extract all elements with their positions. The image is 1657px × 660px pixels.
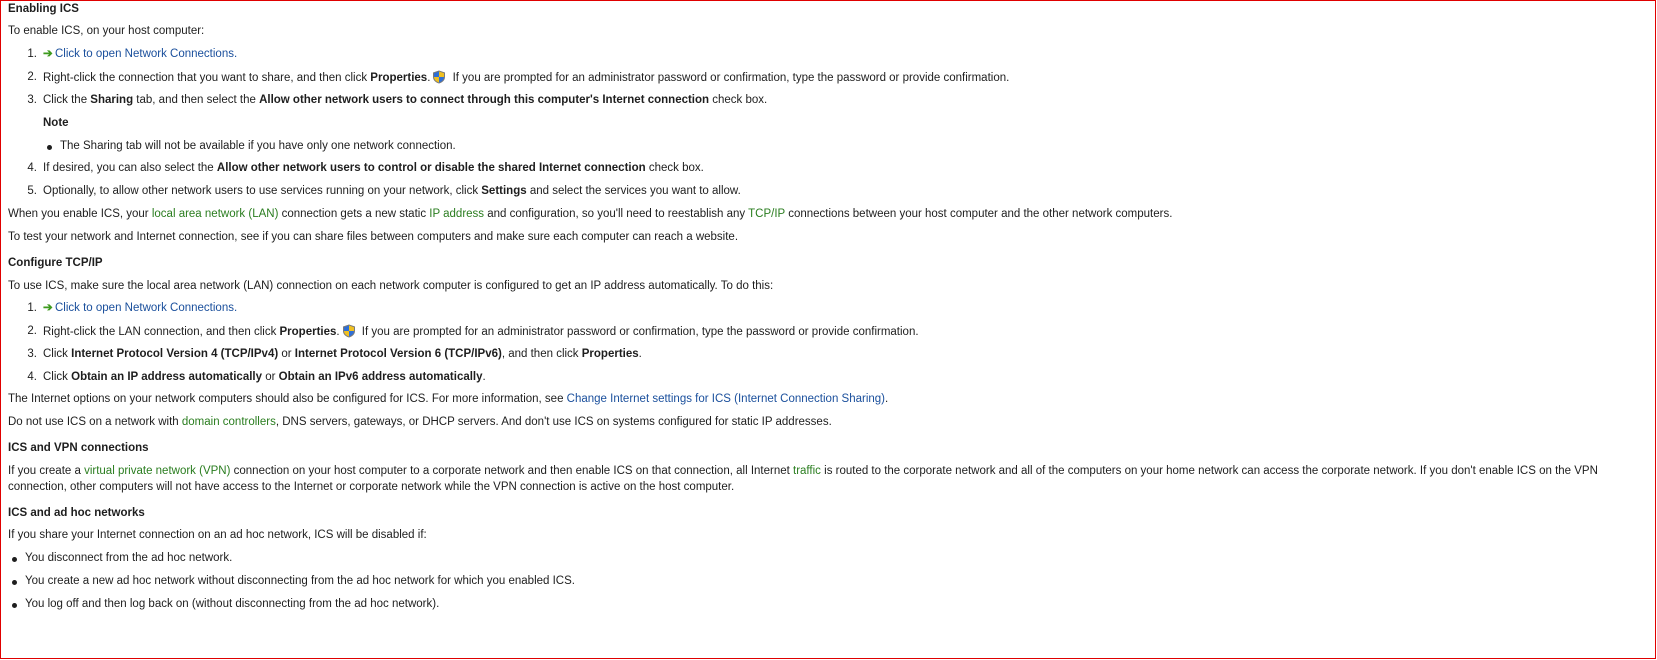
- ip-address-glossary-link[interactable]: IP address: [429, 208, 485, 220]
- allow-connect-label: Allow other network users to connect through this computer's Internet connection: [259, 94, 710, 106]
- step-text: tab, and then select the: [133, 94, 260, 106]
- change-internet-settings-link[interactable]: Change Internet settings for ICS (Internet Connection Sharing): [566, 393, 886, 405]
- test-paragraph: To test your network and Internet connection, see if you can share files between computers and make sure each computer can reach a website.: [8, 231, 739, 243]
- section-heading-ics-adhoc: ICS and ad hoc networks: [8, 507, 145, 519]
- obtain-ipv6-label: Obtain an IPv6 address automatically: [278, 371, 483, 383]
- section-heading-ics-vpn: ICS and VPN connections: [8, 442, 149, 454]
- donot-paragraph: [8, 415, 832, 429]
- allow-control-label: Allow other network users to control or disable the shared Internet connection: [216, 162, 646, 174]
- step-number: 2.: [27, 71, 37, 83]
- bullet-icon: [47, 145, 52, 150]
- options-paragraph: [8, 392, 888, 406]
- lan-paragraph: [8, 207, 1172, 221]
- step-text: Click the: [43, 94, 91, 106]
- domain-controllers-glossary-link[interactable]: domain controllers: [181, 416, 276, 428]
- step-text: Click: [43, 348, 72, 360]
- bullet-icon: [12, 603, 17, 608]
- step-text: or: [262, 371, 279, 383]
- step-text: .: [638, 348, 642, 360]
- vpn-paragraph: [8, 463, 1647, 495]
- enabling-intro: To enable ICS, on your host computer:: [8, 25, 205, 37]
- properties-label: Properties: [581, 348, 639, 360]
- open-network-connections-link[interactable]: Click to open Network Connections.: [55, 302, 238, 314]
- paragraph-text: , DNS servers, gateways, or DHCP servers. And don't use ICS on systems configured for static IP addresses.: [275, 416, 832, 428]
- step-text: .: [336, 326, 340, 338]
- step-text: .: [482, 371, 486, 383]
- step-text: check box.: [645, 162, 704, 174]
- sharing-label: Sharing: [90, 94, 134, 106]
- arrow-right-icon: ➔: [43, 302, 53, 314]
- adhoc-intro: If you share your Internet connection on an ad hoc network, ICS will be disabled if:: [8, 529, 427, 541]
- step-text: Click: [43, 371, 72, 383]
- properties-label: Properties: [279, 326, 337, 338]
- lan-glossary-link[interactable]: local area network (LAN): [151, 208, 279, 220]
- step-text: , and then click: [501, 348, 582, 360]
- ipv4-label: Internet Protocol Version 4 (TCP/IPv4): [71, 348, 279, 360]
- section-heading-configure-tcpip: Configure TCP/IP: [8, 257, 103, 269]
- paragraph-text: The Internet options on your network computers should also be configured for ICS. For more information, see: [8, 393, 567, 405]
- step-number: 4.: [27, 371, 37, 383]
- step-text: Optionally, to allow other network users to use services running on your network, click: [43, 185, 482, 197]
- step-text: If you are prompted for an administrator password or confirmation, type the password or provide confirmation.: [358, 326, 919, 338]
- paragraph-text: Do not use ICS on a network with: [8, 416, 182, 428]
- note-item: The Sharing tab will not be available if you have only one network connection.: [60, 140, 456, 152]
- paragraph-text: and configuration, so you'll need to reestablish any: [484, 208, 749, 220]
- bullet-icon: [12, 580, 17, 585]
- configure-intro: To use ICS, make sure the local area network (LAN) connection on each network computer is configured to get an IP address automatically. To do this:: [8, 280, 774, 292]
- open-network-connections-link[interactable]: Click to open Network Connections.: [55, 48, 238, 60]
- tcpip-glossary-link[interactable]: TCP/IP: [748, 208, 786, 220]
- uac-shield-icon: [342, 324, 356, 338]
- step-text: or: [278, 348, 295, 360]
- step-number: 3.: [27, 348, 37, 360]
- settings-label: Settings: [481, 185, 527, 197]
- step-number: 2.: [27, 325, 37, 337]
- section-heading-enabling-ics: Enabling ICS: [8, 3, 79, 15]
- uac-shield-icon: [432, 70, 446, 84]
- note-heading: Note: [43, 117, 69, 129]
- properties-label: Properties: [370, 72, 428, 84]
- step-number: 1.: [27, 302, 37, 314]
- step-text: Right-click the LAN connection, and then click: [43, 326, 280, 338]
- step-text: Right-click the connection that you want to share, and then click: [43, 72, 371, 84]
- adhoc-list-item: You log off and then log back on (without disconnecting from the ad hoc network).: [25, 598, 440, 610]
- step-text: If you are prompted for an administrator password or confirmation, type the password or provide confirmation.: [449, 72, 1010, 84]
- paragraph-text: is routed to the corporate network and all of the computers on your home network can access the corporate network. If you don't enable ICS on the VPN connection, other computers will not have access to the Internet or corporate network while the VPN connection is active on the host computer.: [8, 465, 1598, 493]
- paragraph-text: connections between your host computer and the other network computers.: [785, 208, 1173, 220]
- traffic-glossary-link[interactable]: traffic: [793, 465, 821, 477]
- step-text: .: [427, 72, 431, 84]
- step-text: check box.: [709, 94, 768, 106]
- arrow-right-icon: ➔: [43, 48, 53, 60]
- vpn-glossary-link[interactable]: virtual private network (VPN): [84, 465, 231, 477]
- paragraph-text: connection on your host computer to a corporate network and then enable ICS on that connection, all Internet: [230, 465, 794, 477]
- adhoc-list-item: You disconnect from the ad hoc network.: [25, 552, 233, 564]
- paragraph-text: connection gets a new static: [278, 208, 430, 220]
- step-text: If desired, you can also select the: [43, 162, 217, 174]
- step-number: 5.: [27, 185, 37, 197]
- step-text: and select the services you want to allow.: [526, 185, 741, 197]
- ipv6-label: Internet Protocol Version 6 (TCP/IPv6): [294, 348, 502, 360]
- step-number: 1.: [27, 48, 37, 60]
- bullet-icon: [12, 557, 17, 562]
- obtain-ip-label: Obtain an IP address automatically: [71, 371, 263, 383]
- paragraph-text: If you create a: [8, 465, 85, 477]
- step-number: 4.: [27, 162, 37, 174]
- adhoc-list-item: You create a new ad hoc network without disconnecting from the ad hoc network for which you enabled ICS.: [25, 575, 575, 587]
- paragraph-text: When you enable ICS, your: [8, 208, 152, 220]
- paragraph-text: .: [885, 393, 889, 405]
- step-number: 3.: [27, 94, 37, 106]
